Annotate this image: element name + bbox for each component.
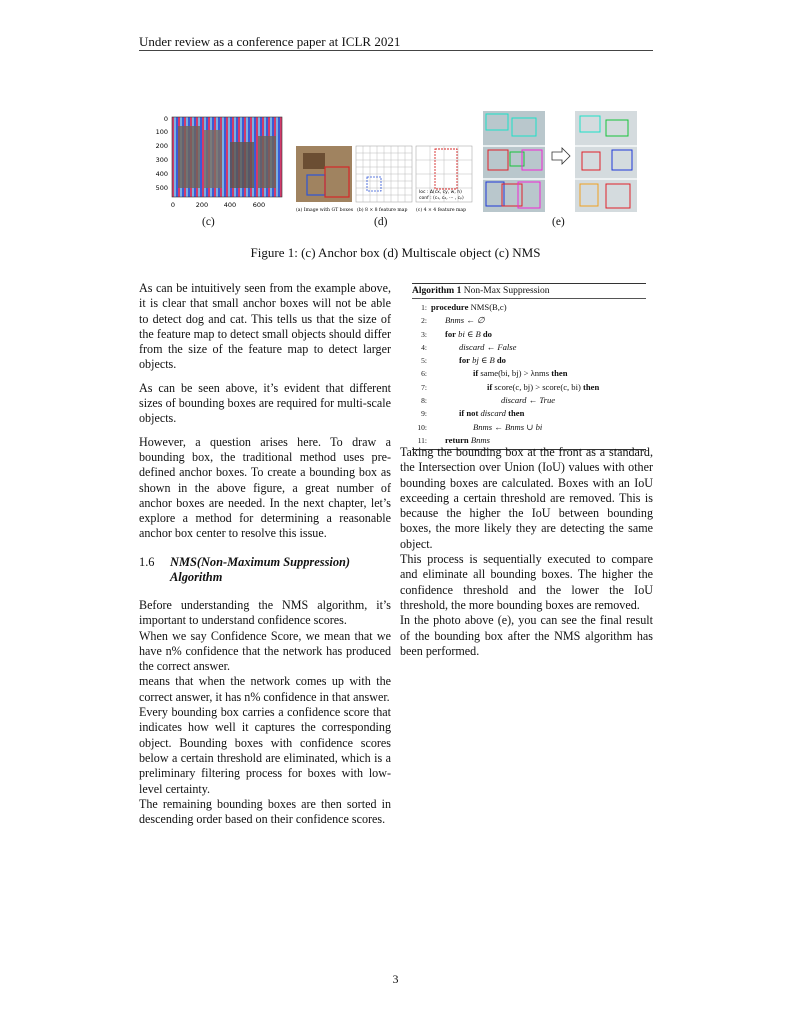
line-number: 3: [421, 329, 427, 339]
shelf [483, 178, 545, 180]
subcaption-b: (b) 8 × 8 feature map [357, 208, 408, 213]
algorithm-lines [412, 299, 646, 447]
keyword: return [445, 434, 469, 445]
paragraph: This process is sequentially executed to compare and eliminate all bounding boxes. The higher the confidence threshold and the lower the IoU threshold, the more bounding boxes are removed. [400, 552, 653, 612]
loc-label: loc : Δ(cx, cy, w, h) [419, 190, 462, 195]
paragraph: means that when the network comes up with the correct answer, it has n% confidence in that answer. [139, 674, 391, 704]
algo-line [412, 407, 646, 420]
code: Bnms ← ∅ [445, 315, 485, 326]
shelf [575, 178, 637, 180]
keyword: if not [459, 408, 479, 419]
algorithm-number: Algorithm 1 [412, 286, 462, 296]
header-rule [139, 50, 653, 51]
algo-line [412, 367, 646, 380]
multiscale-figure [295, 145, 475, 217]
code: bi ∈ B [458, 328, 481, 339]
x-tick-label: 0 [170, 201, 176, 209]
paragraph: As can be seen above, it’s evident that different sizes of bounding boxes are required for multi-scale objects. [139, 380, 391, 426]
paragraph: Every bounding box carries a confidence score that indicates how well it captures the corresponding object. Bounding boxes with confidence scores below a certain threshold are eliminated, which is a preliminary filtering process for boxes with low-level certainty. [139, 705, 391, 796]
algo-line [412, 301, 646, 314]
line-number: 4: [421, 342, 427, 352]
code: Bnms ← Bnms ∪ bi [473, 421, 543, 432]
keyword: then [508, 408, 525, 419]
algo-line [412, 314, 646, 327]
code: discard [480, 408, 506, 419]
line-number: 11: [417, 435, 427, 445]
keyword: then [583, 381, 600, 392]
paragraph: When we say Confidence Score, we mean that we have n% confidence that the network has produced the correct answer. [139, 628, 391, 674]
paragraph: As can be intuitively seen from the example above, it is clear that small anchor boxes will not be able to detect dog and cat. This tells us that the size of the feature map to detect small objects should differ from the size of the feature map to detect larger objects. [139, 281, 391, 372]
image-object [258, 136, 276, 188]
keyword: then [551, 368, 568, 379]
code: Bnms [470, 434, 490, 445]
section-title: NMS(Non-Maximum Suppression) [170, 555, 351, 569]
paragraph: In the photo above (e), you can see the final result of the bounding box after the NMS algorithm has been performed. [400, 613, 653, 658]
code: NMS(B,c) [470, 302, 507, 312]
figure-panel-e [482, 110, 642, 214]
section-title-cont: Algorithm [170, 570, 223, 584]
shelf [483, 145, 545, 147]
section-heading [139, 555, 391, 585]
panel-e-label: (e) [552, 216, 565, 228]
code: same(bi, bj) > λnms [480, 368, 550, 379]
image-object [178, 126, 200, 188]
algorithm-name: Non-Max Suppression [463, 286, 550, 296]
nms-figure [482, 110, 642, 214]
x-tick-label: 200 [195, 201, 209, 209]
subcaption-c: (c) 4 × 4 feature map [416, 208, 467, 213]
figure-panel-d [295, 145, 475, 217]
anchor-box-plot [140, 112, 290, 212]
y-tick-label: 400 [155, 170, 168, 178]
paragraph: Before understanding the NMS algorithm, it’s important to understand confidence scores. [139, 598, 391, 628]
subcaption-a: (a) Image with GT boxes [296, 208, 354, 213]
algorithm-title [412, 284, 646, 299]
algo-line [412, 421, 646, 434]
section-body [139, 598, 391, 827]
y-tick-label: 500 [155, 184, 168, 192]
line-number: 6: [421, 369, 427, 379]
y-tick-label: 0 [163, 115, 168, 123]
line-number: 1: [421, 303, 427, 312]
feature-map-8x8 [356, 146, 412, 202]
y-tick-label: 100 [155, 128, 168, 136]
image-object [204, 130, 222, 188]
paragraph: The remaining bounding boxes are then sorted in descending order based on their confidence scores. [139, 796, 391, 827]
line-number: 2: [421, 316, 427, 326]
paragraph: However, a question arises here. To draw a bounding box, the traditional method uses pre-defined anchor boxes. To create a bounding box as shown in the above figure, a great number of anchor boxes are needed. In the next chapter, let’s explore a method for determining a reasonable anchor box center to resolve this issue. [139, 434, 391, 541]
line-number: 8: [421, 396, 427, 406]
algo-line [412, 394, 646, 407]
keyword: procedure [431, 302, 469, 312]
right-column-text [400, 445, 653, 659]
panel-d-label: (d) [374, 216, 388, 228]
code: discard ← False [459, 341, 517, 352]
x-tick-label: 400 [223, 201, 237, 209]
figure-caption: Figure 1: (c) Anchor box (d) Multiscale object (c) NMS [250, 245, 541, 260]
keyword: for [459, 355, 470, 366]
algo-line [412, 328, 646, 341]
image-object [230, 142, 254, 188]
y-tick-label: 200 [155, 142, 168, 150]
paragraph: Taking the bounding box at the front as a standard, the Intersection over Union (IoU) values with other bounding boxes are calculated. Boxes with an IoU exceeding a certain threshold are removed. This is because the higher the IoU between bounding boxes, the more likely they are detecting the same object. [400, 445, 653, 551]
conf-label: conf : (c₁, c₂, ··· , cₚ) [419, 196, 464, 201]
keyword: if [473, 368, 479, 379]
page-number: 3 [392, 972, 399, 986]
y-tick-label: 300 [155, 156, 168, 164]
left-column-text [139, 281, 391, 542]
line-number: 9: [421, 409, 427, 419]
x-tick-label: 600 [252, 201, 266, 209]
code: discard ← True [501, 395, 556, 406]
running-header: Under review as a conference paper at ICLR 2021 [139, 34, 401, 49]
panel-c-label: (c) [202, 216, 215, 228]
code: score(c, bj) > score(c, bi) [494, 381, 581, 392]
line-number: 5: [421, 356, 427, 366]
line-number: 7: [421, 382, 427, 392]
algo-line [412, 341, 646, 354]
algo-line [412, 381, 646, 394]
image-region [303, 153, 325, 169]
arrow-icon [552, 148, 570, 164]
algorithm-box [412, 283, 646, 450]
keyword: do [482, 328, 492, 339]
line-number: 10: [417, 422, 427, 432]
keyword: do [496, 355, 506, 366]
code: bj ∈ B [472, 355, 495, 366]
shelf [575, 145, 637, 147]
keyword: if [487, 381, 493, 392]
algo-line [412, 354, 646, 367]
figure-panel-c [140, 112, 290, 212]
keyword: for [445, 328, 456, 339]
section-number: 1.6 [139, 555, 155, 569]
